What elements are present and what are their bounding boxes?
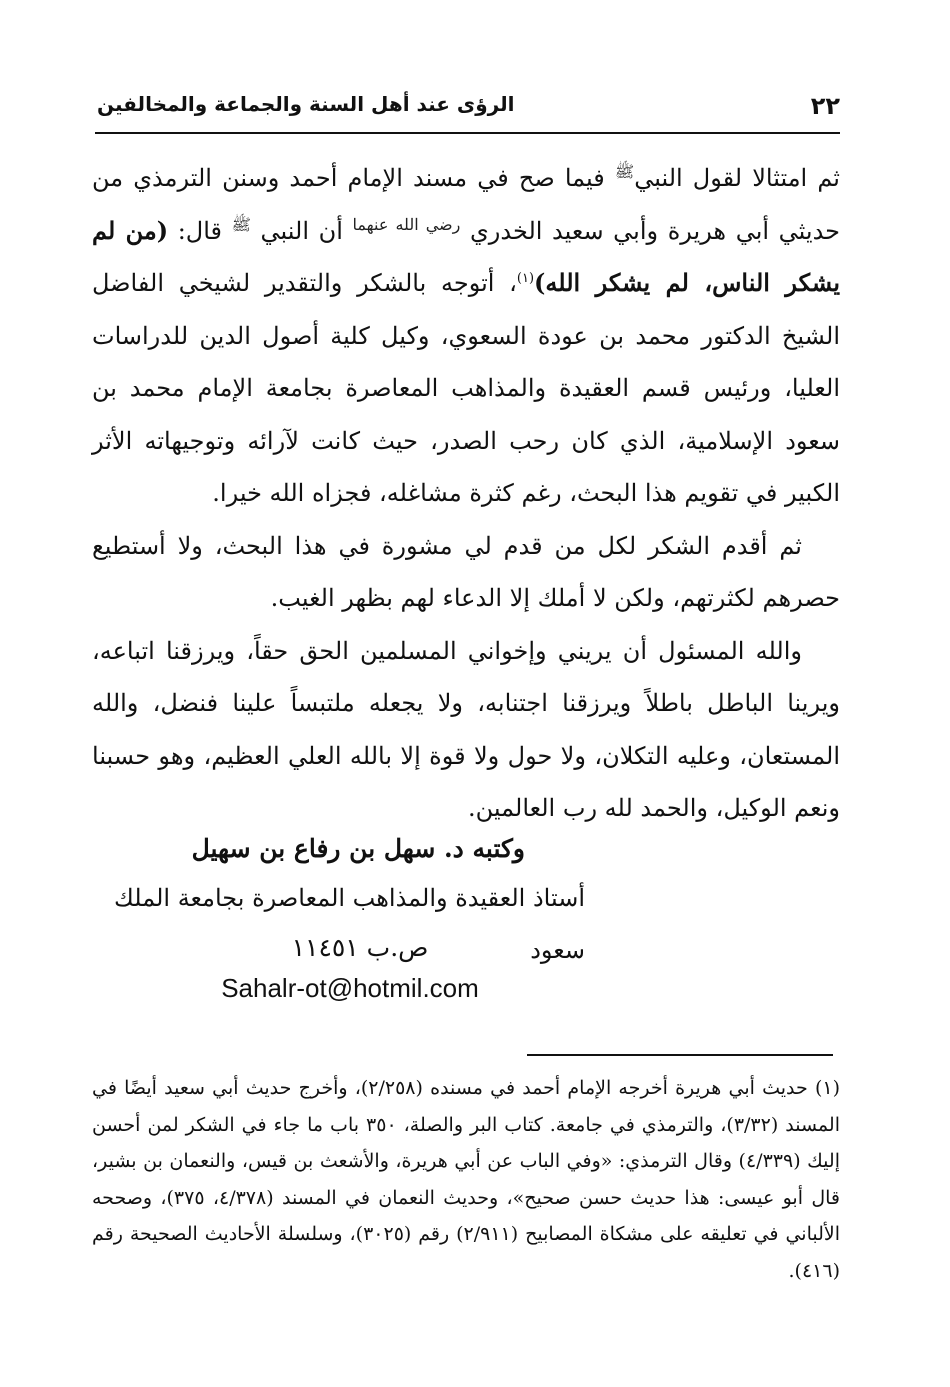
author-name: وكتبه د. سهل بن رفاع بن سهيل — [191, 834, 525, 863]
salutation-glyph: ﷺ — [614, 162, 635, 181]
footnote-divider — [527, 1054, 833, 1056]
paragraph-supplication: والله المسئول أن يريني وإخواني المسلمين الحق حقاً، ويرزقنا اتباعه، ويرينا الباطل باطلاً ويرزقنا اجتنابه، ولا يجعله ملتبساً علينا فنضل، والله المستعان، وعليه التكلان، ولا حول ولا قوة إلا بالله العلي العظيم، وهو حسبنا ونعم الوكيل، والحمد لله رب العالمين. — [92, 636, 840, 822]
footnote-reference: (١) — [516, 271, 535, 286]
text-segment: ، أتوجه بالشكر والتقدير لشيخي الفاضل الشيخ الدكتور محمد بن عودة السعوي، وكيل كلية أصول الدين للدراسات العليا، ورئيس قسم العقيدة والمذاهب المعاصرة بجامعة الإمام محمد بن سعود الإسلامية، الذي كان رحب الصدر، حيث كانت لآرائه وتوجيهاته الأثر الكبير في تقويم هذا البحث، رغم كثرة مشاغله، فجزاه الله خيرا. — [92, 269, 840, 507]
paragraph-thanks: ثم أقدم الشكر لكل من قدم لي مشورة في هذا البحث، ولا أستطيع حصرهم لكثرتهم، ولكن لا أملك إلا الدعاء لهم بظهر الغيب. — [92, 531, 840, 612]
po-box: ص.ب ١١٤٥١ — [291, 933, 429, 962]
running-title: الرؤى عند أهل السنة والجماعة والمخالفين — [97, 92, 515, 116]
text-segment: فيما صح في مسند الإمام أحمد وسنن الترمذي من حديثي أبي هريرة وأبي سعيد الخدري — [92, 164, 841, 245]
main-text — [92, 152, 840, 835]
page-number: ٢٢ — [810, 92, 840, 120]
contact-block — [200, 928, 500, 1008]
salutation-glyph: رضي الله عنهما — [352, 214, 461, 234]
text-segment: قال: — [168, 216, 232, 245]
footnotes — [92, 1070, 840, 1289]
footnote-1: (١) حديث أبي هريرة أخرجه الإمام أحمد في مسنده (٢/٢٥٨)، وأخرج حديث أبي سعيد أيضًا في المسند (٣/٣٢)، والترمذي في جامعة. كتاب البر والصلة، ٣٥٠ باب ما جاء في الشكر لمن أحسن إليك (٤/٣٣٩) وقال الترمذي: «وفي الباب عن أبي هريرة، والأشعث بن قيس، والنعمان بن بشير، قال أبو عيسى: هذا حديث حسن صحيح»، وحديث النعمان في المسند (٤/٣٧٨، ٣٧٥)، وصححه الألباني في تعليقه على مشكاة المصابيح (٢/٩١١) رقم (٣٠٢٥)، وسلسلة الأحاديث الصحيحة رقم (٤١٦). — [92, 1077, 841, 1282]
email-address: Sahalr-ot@hotmil.com — [221, 973, 479, 1003]
page-header — [95, 88, 840, 134]
hadith-quote: (من لم يشكر الناس، لم يشكر الله) — [92, 215, 840, 297]
salutation-glyph: ﷺ — [231, 214, 251, 234]
text-segment: ثم امتثالا لقول النبي — [634, 164, 840, 192]
paragraph-acknowledgement — [92, 152, 840, 520]
text-segment: أن النبي — [250, 216, 353, 245]
author-title: أستاذ العقيدة والمذاهب المعاصرة بجامعة الملك سعود — [114, 884, 585, 964]
